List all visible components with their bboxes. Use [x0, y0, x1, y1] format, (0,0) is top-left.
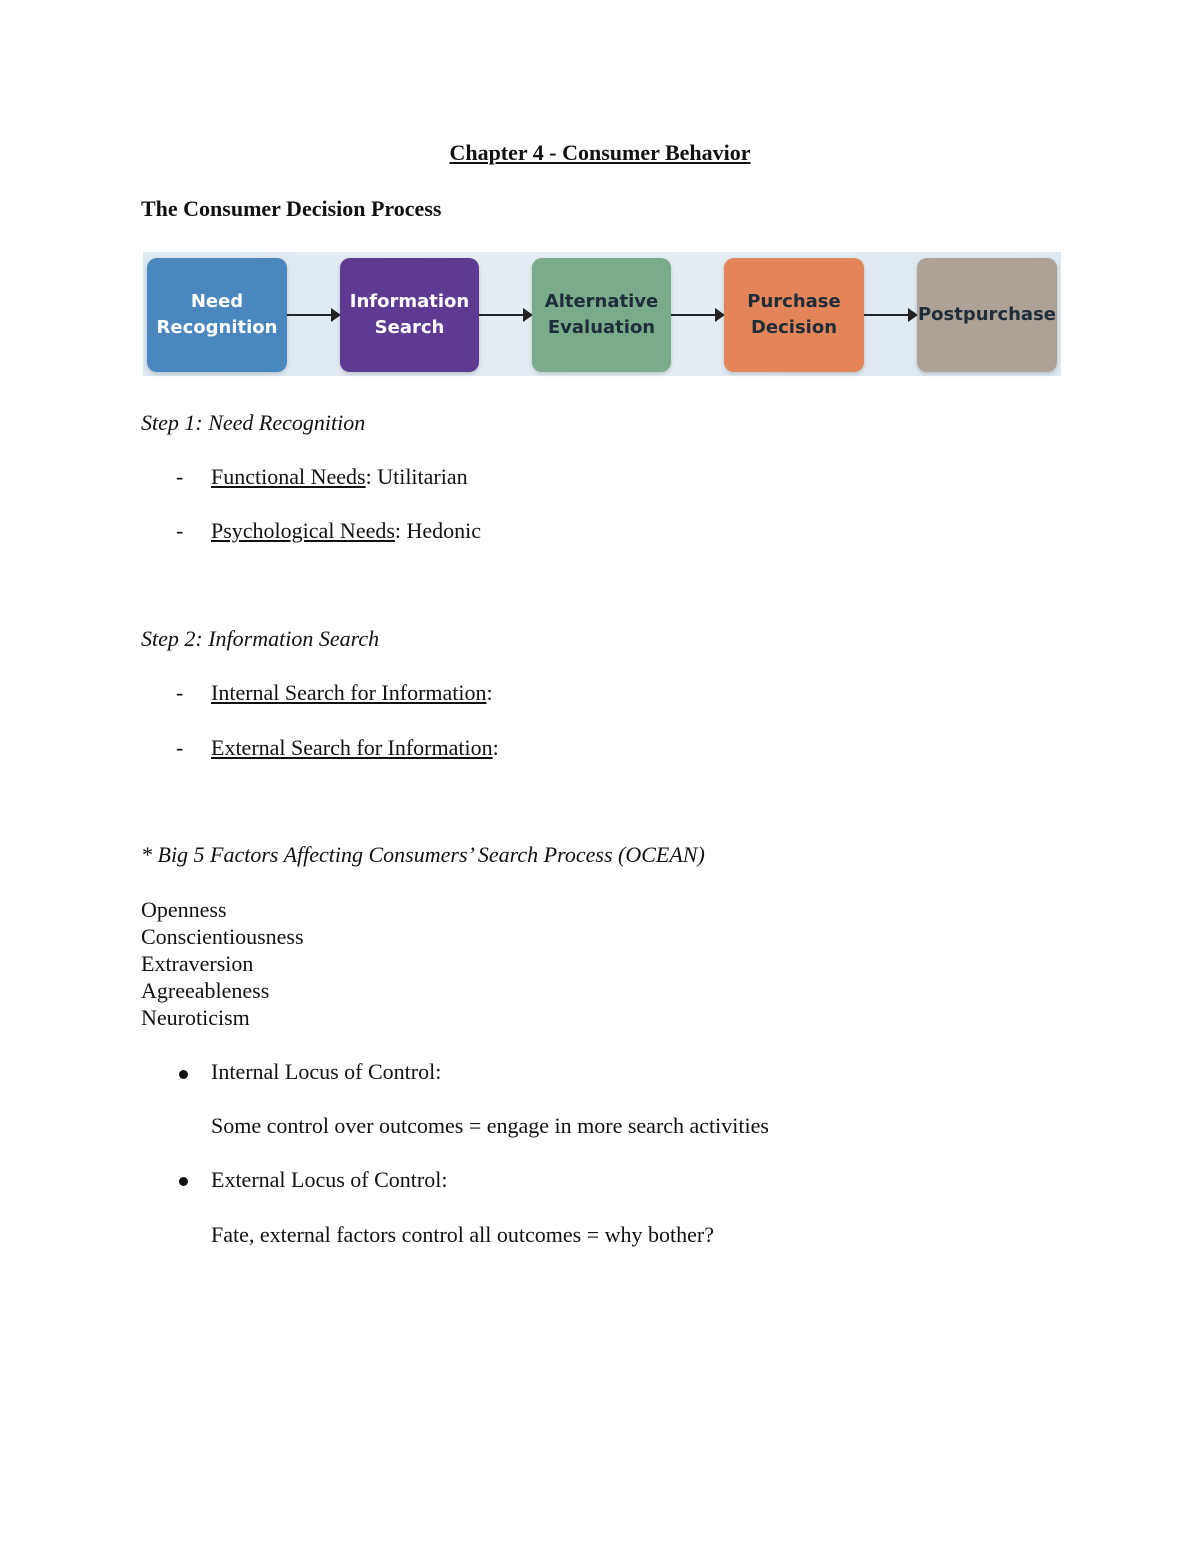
list-dash: - — [176, 518, 184, 543]
flow-step-alternative-evaluation: Alternative Evaluation — [532, 258, 671, 372]
list-item — [211, 464, 468, 490]
bullet-icon — [179, 1070, 188, 1079]
step1-heading: Step 1: Need Recognition — [141, 410, 366, 435]
internal-locus-label: Internal Locus of Control: — [211, 1059, 442, 1084]
external-locus-label: External Locus of Control: — [211, 1167, 448, 1192]
factor-conscientiousness: Conscientiousness — [141, 924, 304, 949]
term-desc: : — [486, 680, 493, 705]
list-dash: - — [176, 680, 184, 705]
big5-heading: * Big 5 Factors Affecting Consumers’ Search Process (OCEAN) — [141, 842, 705, 867]
term-internal-search: Internal Search for Information — [211, 680, 487, 705]
flow-step-purchase-decision: Purchase Decision — [724, 258, 864, 372]
internal-locus-detail: Some control over outcomes = engage in more search activities — [211, 1113, 769, 1138]
flow-step-information-search: Information Search — [340, 258, 479, 372]
list-dash: - — [176, 464, 184, 489]
term-desc: : Hedonic — [394, 518, 482, 543]
flow-arrow — [287, 314, 339, 316]
list-item — [211, 518, 481, 544]
factor-extraversion: Extraversion — [141, 951, 254, 976]
flow-step-postpurchase: Postpurchase — [917, 258, 1057, 372]
flow-arrow — [479, 314, 531, 316]
factor-neuroticism: Neuroticism — [141, 1005, 250, 1030]
page-title: Chapter 4 - Consumer Behavior — [449, 140, 751, 165]
list-dash: - — [176, 735, 184, 760]
bullet-icon — [179, 1177, 188, 1186]
flow-step-need-recognition: Need Recognition — [147, 258, 287, 372]
external-locus-detail: Fate, external factors control all outcomes = why bother? — [211, 1222, 714, 1247]
term-external-search: External Search for Information — [211, 735, 493, 760]
factor-openness: Openness — [141, 897, 227, 922]
flow-arrow — [864, 314, 916, 316]
list-item — [211, 735, 499, 761]
term-desc: : Utilitarian — [365, 464, 468, 489]
term-functional-needs: Functional Needs — [211, 464, 366, 489]
flow-arrow — [671, 314, 723, 316]
list-item — [211, 680, 493, 706]
step2-heading: Step 2: Information Search — [141, 626, 380, 651]
section-heading: The Consumer Decision Process — [141, 196, 442, 221]
term-psychological-needs: Psychological Needs — [211, 518, 395, 543]
decision-process-diagram — [143, 252, 1061, 376]
term-desc: : — [492, 735, 499, 760]
factor-agreeableness: Agreeableness — [141, 978, 270, 1003]
